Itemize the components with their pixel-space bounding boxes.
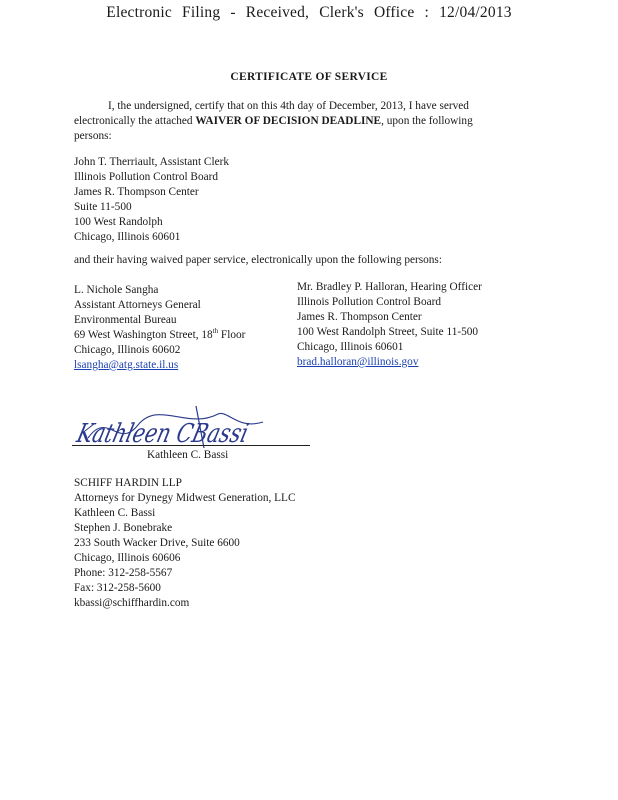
firm-name: SCHIFF HARDIN LLP [74,477,182,489]
email-link-halloran[interactable]: brad.halloran@illinois.gov [297,356,419,368]
intro-text-before: I, the undersigned, certify that on this 4th day of December, 2013, I have served electronically the attached [74,100,469,127]
recipient-name: Mr. Bradley P. Halloran, Hearing Officer [297,281,482,293]
waived-service-text: and their having waived paper service, electronically upon the following persons: [74,254,442,266]
recipient-street: 69 West Washington Street, 18th Floor [74,327,246,341]
intro-document-name: WAIVER OF DECISION DEADLINE [195,115,382,127]
firm-line: Stephen J. Bonebrake [74,522,173,534]
recipient-sangha [74,283,245,373]
signer-name: Kathleen C. Bassi [147,449,229,461]
firm-block [74,476,296,611]
firm-line: Chicago, Illinois 60606 [74,552,181,564]
recipient-name: L. Nichole Sangha [74,284,159,296]
recipient-title: Assistant Attorneys General [74,299,201,311]
address-line: Illinois Pollution Control Board [74,171,219,183]
recipient-building: James R. Thompson Center [297,311,422,323]
filing-stamp-header: Electronic Filing - Received, Clerk's Office : 12/04/2013 [106,4,512,21]
firm-line: Attorneys for Dynegy Midwest Generation, LLC [74,492,296,504]
intro-paragraph [74,99,506,144]
svg-text:Kathleen CBassi: Kathleen CBassi [73,418,298,449]
recipient-city: Chicago, Illinois 60601 [297,341,404,353]
firm-email[interactable]: kbassi@schiffhardin.com [74,597,190,609]
recipient-city: Chicago, Illinois 60602 [74,344,181,356]
firm-phone: Phone: 312-258-5567 [74,567,173,579]
recipient-street: 100 West Randolph Street, Suite 11-500 [297,326,479,338]
address-line: Chicago, Illinois 60601 [74,231,181,243]
intro-text-after: , upon the following persons: [74,115,473,142]
firm-line: 233 South Wacker Drive, Suite 6600 [74,537,240,549]
addressee-block [74,155,229,245]
email-link-sangha[interactable]: lsangha@atg.state.il.us [74,359,179,371]
address-line: Suite 11-500 [74,201,132,213]
address-line: John T. Therriault, Assistant Clerk [74,156,230,168]
firm-fax: Fax: 312-258-5600 [74,582,161,594]
document-title: CERTIFICATE OF SERVICE [230,71,388,83]
recipient-halloran [297,280,482,370]
recipient-office: Illinois Pollution Control Board [297,296,442,308]
address-line: James R. Thompson Center [74,186,199,198]
address-line: 100 West Randolph [74,216,163,228]
signature-line [72,445,310,446]
recipient-office: Environmental Bureau [74,314,177,326]
firm-line: Kathleen C. Bassi [74,507,156,519]
